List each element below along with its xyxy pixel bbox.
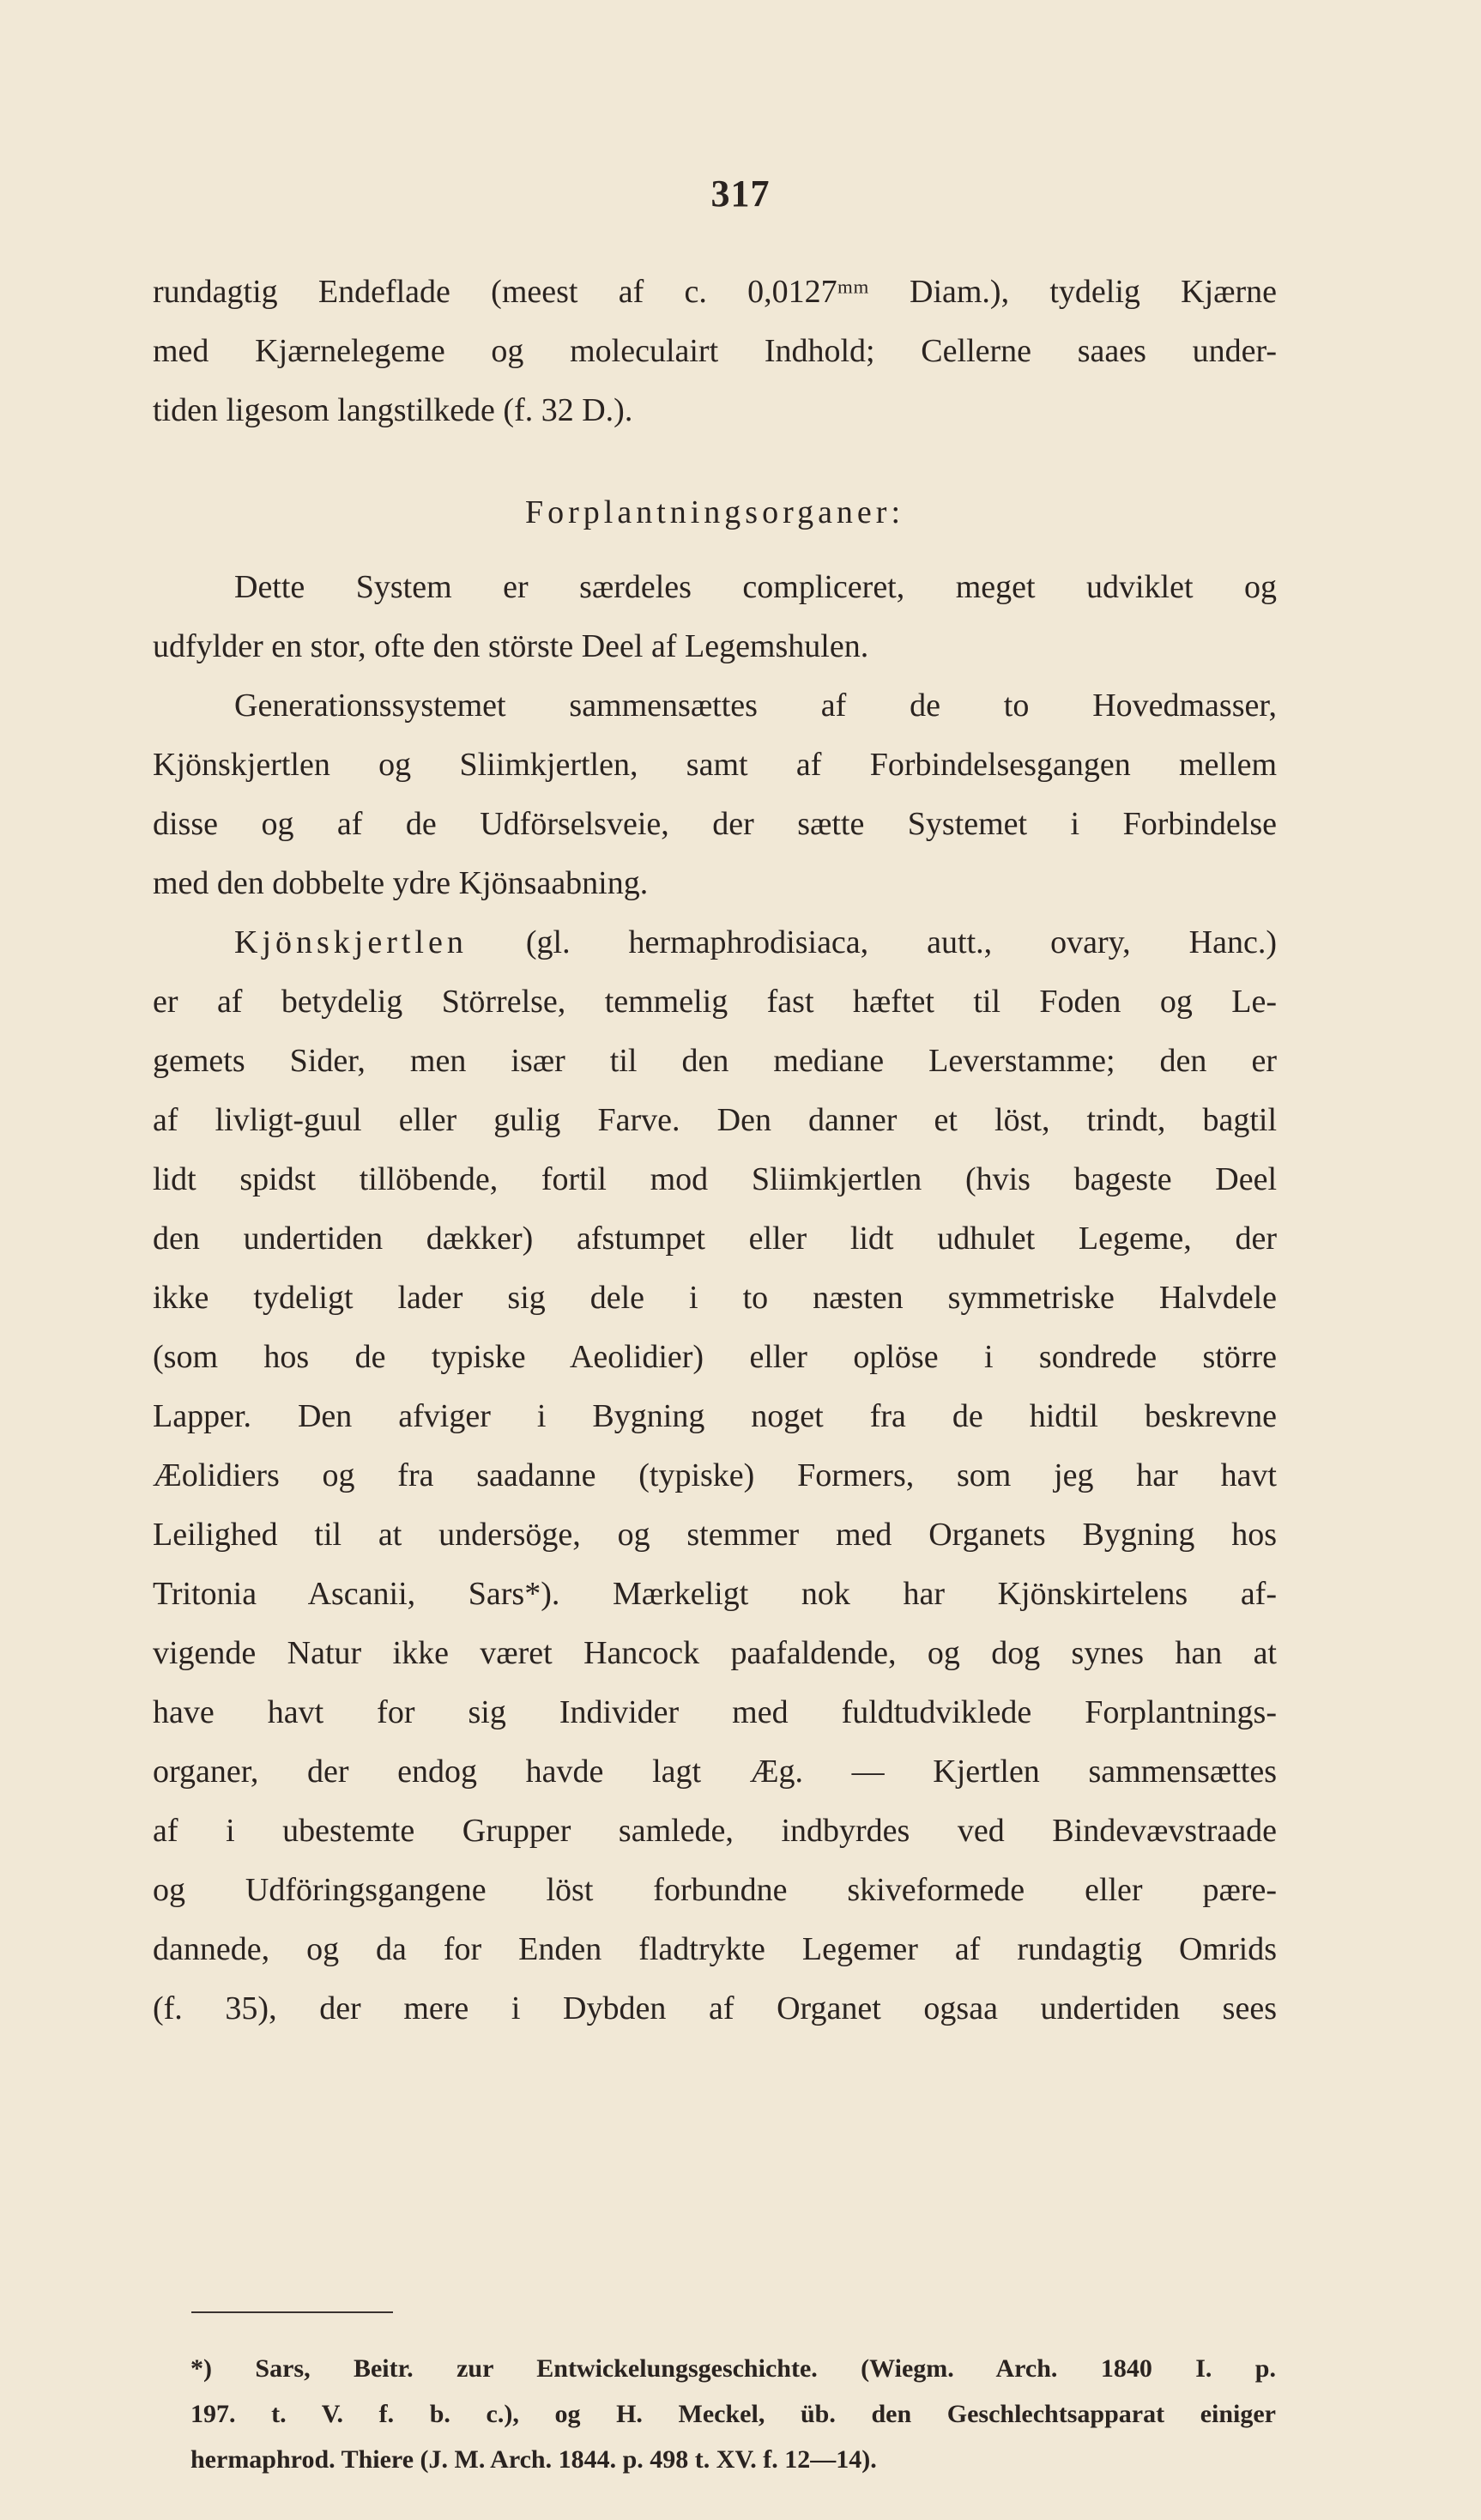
text-line: Lapper. Den afviger i Bygning noget fra de hidtil beskrevne: [153, 1398, 1277, 1434]
text-line: (som hos de typiske Aeolidier) eller oplöse i sondrede större: [153, 1339, 1277, 1375]
footnote-line: *) Sars, Beitr. zur Entwickelungsgeschichte. (Wiegm. Arch. 1840 I. p.: [190, 2354, 1276, 2383]
text-line: Generationssystemet sammensættes af de to Hovedmasser,: [234, 688, 1277, 724]
text-line: ikke tydeligt lader sig dele i to næsten symmetriske Halvdele: [153, 1280, 1277, 1316]
text-line: med Kjærnelegeme og moleculairt Indhold; Cellerne saaes under-: [153, 333, 1277, 369]
paragraph-3: [153, 676, 1277, 913]
text-line: vigende Natur ikke været Hancock paafaldende, og dog synes han at: [153, 1635, 1277, 1671]
text-line: gemets Sider, men især til den mediane Leverstamme; den er: [153, 1043, 1277, 1079]
text-line: og Udföringsgangene löst forbundne skiveformede eller pære-: [153, 1872, 1277, 1908]
text-line: er af betydelig Störrelse, temmelig fast hæftet til Foden og Le-: [153, 984, 1277, 1020]
text-line: af livligt-guul eller gulig Farve. Den danner et löst, trindt, bagtil: [153, 1102, 1277, 1138]
main-text: [153, 263, 1277, 2038]
footnote-line: 197. t. V. f. b. c.), og H. Meckel, üb. den Geschlechtsapparat einiger: [190, 2400, 1276, 2428]
text-line: af i ubestemte Grupper samlede, indbyrdes ved Bindevævstraade: [153, 1813, 1277, 1849]
text-line: [153, 913, 1277, 972]
text-line: med den dobbelte ydre Kjönsaabning.: [153, 865, 649, 901]
paragraph-1: [153, 263, 1277, 440]
text-line: den undertiden dækker) afstumpet eller lidt udhulet Legeme, der: [153, 1221, 1277, 1257]
footnote-line: hermaphrod. Thiere (J. M. Arch. 1844. p. 498 t. XV. f. 12—14).: [190, 2445, 877, 2474]
text-line: udfylder en stor, ofte den störste Deel af Legemshulen.: [153, 628, 869, 664]
text-line: Æolidiers og fra saadanne (typiske) Formers, som jeg har havt: [153, 1457, 1277, 1493]
text-line: Kjönskjertlen og Sliimkjertlen, samt af Forbindelsesgangen mellem: [153, 747, 1277, 783]
text-line: disse og af de Udförselsveie, der sætte Systemet i Forbindelse: [153, 806, 1277, 842]
text-line: rundagtig Endeflade (meest af c. 0,0127ᵐᵐ Diam.), tydelig Kjærne: [153, 274, 1277, 310]
lead-term: Kjönskjertlen: [234, 924, 468, 960]
text-line: Dette System er særdeles compliceret, meget udviklet og: [234, 569, 1277, 605]
lead-rest: (gl. hermaphrodisiaca, autt., ovary, Hanc.): [525, 924, 1277, 960]
paragraph-4: [153, 913, 1277, 2038]
page-number: 317: [710, 173, 771, 215]
text-line: dannede, og da for Enden fladtrykte Legemer af rundagtig Omrids: [153, 1931, 1277, 1967]
text-line: Leilighed til at undersöge, og stemmer med Organets Bygning hos: [153, 1517, 1277, 1553]
text-line: Tritonia Ascanii, Sars*). Mærkeligt nok har Kjönskirtelens af-: [153, 1576, 1277, 1612]
footnote-divider: [191, 2311, 393, 2313]
text-line: lidt spidst tillöbende, fortil mod Sliimkjertlen (hvis bageste Deel: [153, 1161, 1277, 1197]
text-line: (f. 35), der mere i Dybden af Organet ogsaa undertiden sees: [153, 1990, 1277, 2026]
footnote: [190, 2346, 1276, 2482]
paragraph-2: [153, 558, 1277, 676]
text-line: organer, der endog havde lagt Æg. — Kjertlen sammensættes: [153, 1754, 1277, 1790]
text-line: have havt for sig Individer med fuldtudviklede Forplantnings-: [153, 1694, 1277, 1730]
section-heading: Forplantningsorganer:: [524, 494, 905, 530]
text-line: tiden ligesom langstilkede (f. 32 D.).: [153, 392, 633, 428]
